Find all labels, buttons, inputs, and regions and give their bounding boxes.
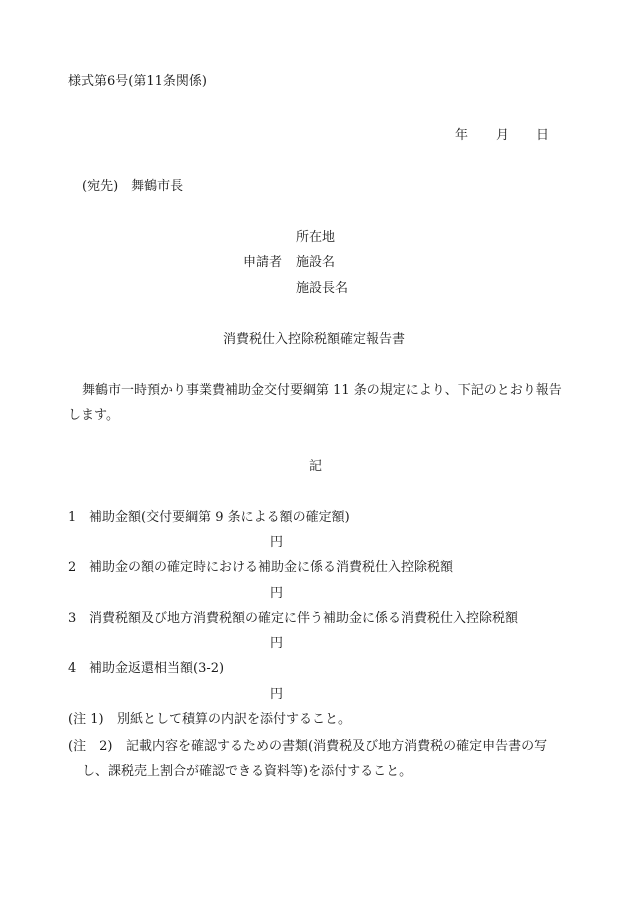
facility-head-label: 施設長名: [296, 281, 349, 296]
addressee: (宛先) 舞鶴市長: [82, 179, 184, 194]
date-month-label: 月: [496, 128, 510, 143]
item-label: 補助金返還相当額(3-2): [89, 661, 225, 676]
note-marker: (注 2): [68, 739, 113, 754]
item-number: 2: [68, 560, 77, 575]
item-label: 消費税額及び地方消費税額の確定に伴う補助金に係る消費税仕入控除税額: [89, 611, 519, 626]
item-unit: 円: [270, 586, 284, 601]
note-text-continuation: し、課税売上割合が確認できる資料等)を添付すること。: [82, 764, 413, 779]
date-day-label: 日: [536, 128, 550, 143]
body-line-2: します。: [68, 408, 119, 423]
note-marker: (注 1): [68, 712, 104, 727]
facility-name-label: 施設名: [296, 255, 336, 270]
item-number: 4: [68, 661, 77, 676]
date-year-label: 年: [455, 128, 469, 143]
item-label: 補助金の額の確定時における補助金に係る消費税仕入控除税額: [89, 560, 454, 575]
note-text: 記載内容を確認するための書類(消費税及び地方消費税の確定申告書の写: [126, 739, 548, 754]
item-unit: 円: [270, 636, 284, 651]
item-number: 3: [68, 611, 77, 626]
item-unit: 円: [270, 535, 284, 550]
document-title: 消費税仕入控除税額確定報告書: [223, 332, 406, 347]
item-unit: 円: [270, 687, 284, 702]
form-number: 様式第6号(第11条関係): [68, 74, 207, 89]
note-text: 別紙として積算の内訳を添付すること。: [117, 712, 352, 727]
body-line-1: 舞鶴市一時預かり事業費補助金交付要綱第 11 条の規定により、下記のとおり報告: [82, 383, 562, 398]
ki-heading: 記: [309, 459, 323, 474]
address-label: 所在地: [296, 230, 336, 245]
item-label: 補助金額(交付要綱第 9 条による額の確定額): [89, 510, 350, 525]
item-number: 1: [68, 510, 77, 525]
applicant-label: 申請者: [243, 255, 283, 270]
